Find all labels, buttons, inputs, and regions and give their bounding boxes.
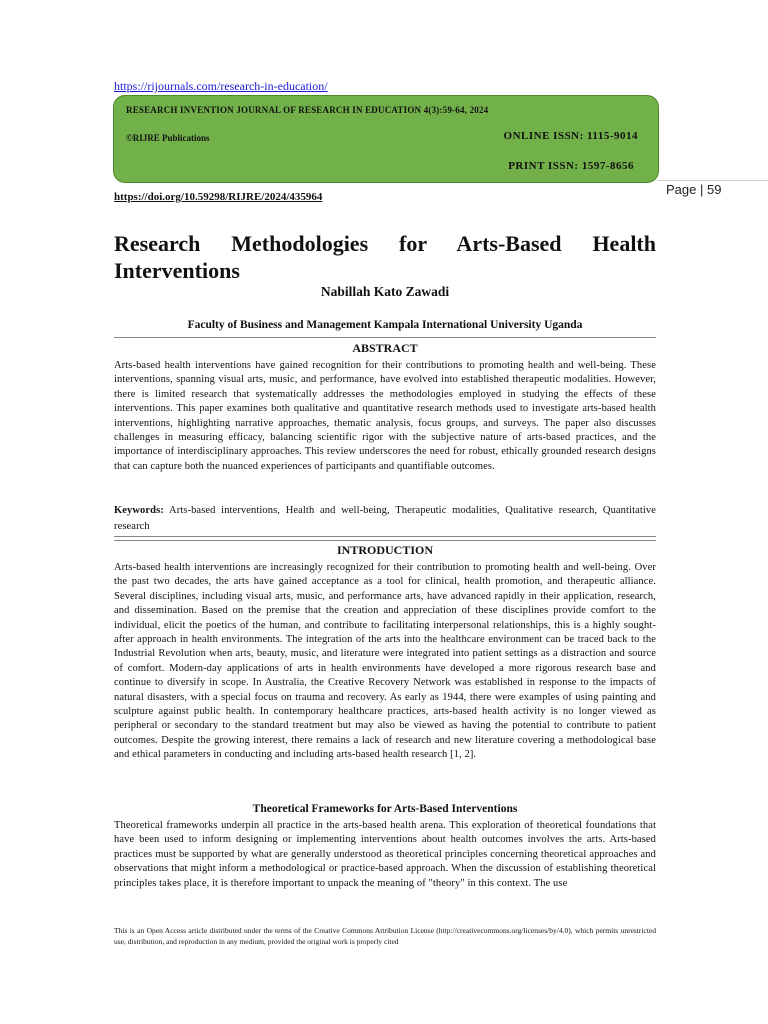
journal-url-link[interactable]: https://rijournals.com/research-in-education/ bbox=[114, 79, 328, 93]
license-footer: This is an Open Access article distributed under the terms of the Creative Commons Attribution License (http://creativecommons.org/licenses/by/4.0), which permits unrestricted use, distribution, and reproduction in any medium, provided the original work is properly cited bbox=[114, 926, 656, 946]
page-number: Page | 59 bbox=[666, 182, 722, 197]
theoretical-frameworks-heading: Theoretical Frameworks for Arts-Based Interventions bbox=[252, 803, 518, 815]
keywords-list: Arts-based interventions, Health and well-being, Therapeutic modalities, Qualitative research, Quantitative research bbox=[114, 505, 656, 532]
abstract-text: Arts-based health interventions have gained recognition for their contributions to promoting health and well-being. These interventions, spanning visual arts, music, and performance, have evolved into established therapeutic modalities. However, there is limited research that systematically addresses the methodologies employed in studying the effects of these interventions. This paper examines both qualitative and quantitative research methods used to investigate arts-based health interventions, highlighting narrative approaches, thematic analysis, focus groups, and surveys. The paper also discusses challenges in measuring efficacy, balancing scientific rigor with the subjective nature of arts-based practices, and the importance of interdisciplinary approaches. This review underscores the need for robust, ethically grounded research designs that can capture both the nuanced experiences of participants and quantifiable outcomes. bbox=[114, 360, 656, 472]
author-affiliation: Faculty of Business and Management Kampala International University Uganda bbox=[187, 319, 583, 331]
print-issn: PRINT ISSN: 1597-8656 bbox=[508, 160, 634, 172]
section-divider bbox=[114, 540, 656, 541]
journal-citation-line: RESEARCH INVENTION JOURNAL OF RESEARCH IN EDUCATION 4(3):59-64, 2024 bbox=[126, 105, 489, 115]
online-issn: ONLINE ISSN: 1115-9014 bbox=[503, 130, 638, 142]
introduction-text: Arts-based health interventions are increasingly recognized for their contribution to promoting health and well-being. Over the past two decades, the arts have gained acceptance as a tool for clinical, health promotion, and therapeutic alliance. Several disciplines, including visual arts, music, and performance arts, have advanced rapidly in their application, research, and dissemination. Based on the premise that the creation and appreciation of these disciplines provide comfort to the individual, elicit the poetics of the human, and contribute to facilitating interpersonal relationships, this is a highly sought-after approach in health environments. The integration of the arts into the healthcare environment can be traced back to the Industrial Revolution when arts, beauty, music, and literature were integrated into patient settings as a distraction and source of comfort. Modern-day applications of arts in health environments have developed a more rigorous research base and continue to diversify in scope. In Australia, the Creative Recovery Network was established in response to the impacts of natural disasters, with a special focus on trauma and recovery. As early as 1944, there were examples of using painting and sculpture against public health. In contemporary healthcare practices, arts-based health activity is no longer viewed as peripheral or secondary to the standard treatment but may also be viewed as having the potential to contribute to patient outcomes. Despite the growing interest, there remains a lack of research and new literature covering a methodological base and ethical parameters in conducting and including arts-based health research [1, 2]. bbox=[114, 562, 656, 761]
publisher-label: ©RIJRE Publications bbox=[126, 133, 210, 143]
page-number-divider bbox=[658, 180, 768, 181]
keywords-label: Keywords: bbox=[114, 505, 164, 516]
journal-banner bbox=[113, 95, 659, 183]
article-title: Research Methodologies for Arts-Based Health Interventions bbox=[114, 231, 656, 283]
abstract-heading: ABSTRACT bbox=[352, 341, 418, 355]
doi-link[interactable]: https://doi.org/10.59298/RIJRE/2024/435964 bbox=[114, 191, 323, 203]
theoretical-frameworks-text: Theoretical frameworks underpin all practice in the arts-based health arena. This exploration of theoretical foundations that have been used to inform designing or implementing interventions about health outcomes involves the arts. Arts-based practices must be supported by what are generally understood as theoretical principles concerning theoretical approaches and observations that might inform a methodological or practice-based approach. When the discussion of establishing theoretical principles takes place, it is therefore important to unpack the meaning of "theory" in this context. The use bbox=[114, 820, 656, 889]
keywords bbox=[114, 503, 656, 535]
author-name: Nabillah Kato Zawadi bbox=[320, 284, 450, 299]
section-divider bbox=[114, 337, 656, 338]
section-divider bbox=[114, 536, 656, 537]
introduction-heading: INTRODUCTION bbox=[336, 543, 433, 557]
